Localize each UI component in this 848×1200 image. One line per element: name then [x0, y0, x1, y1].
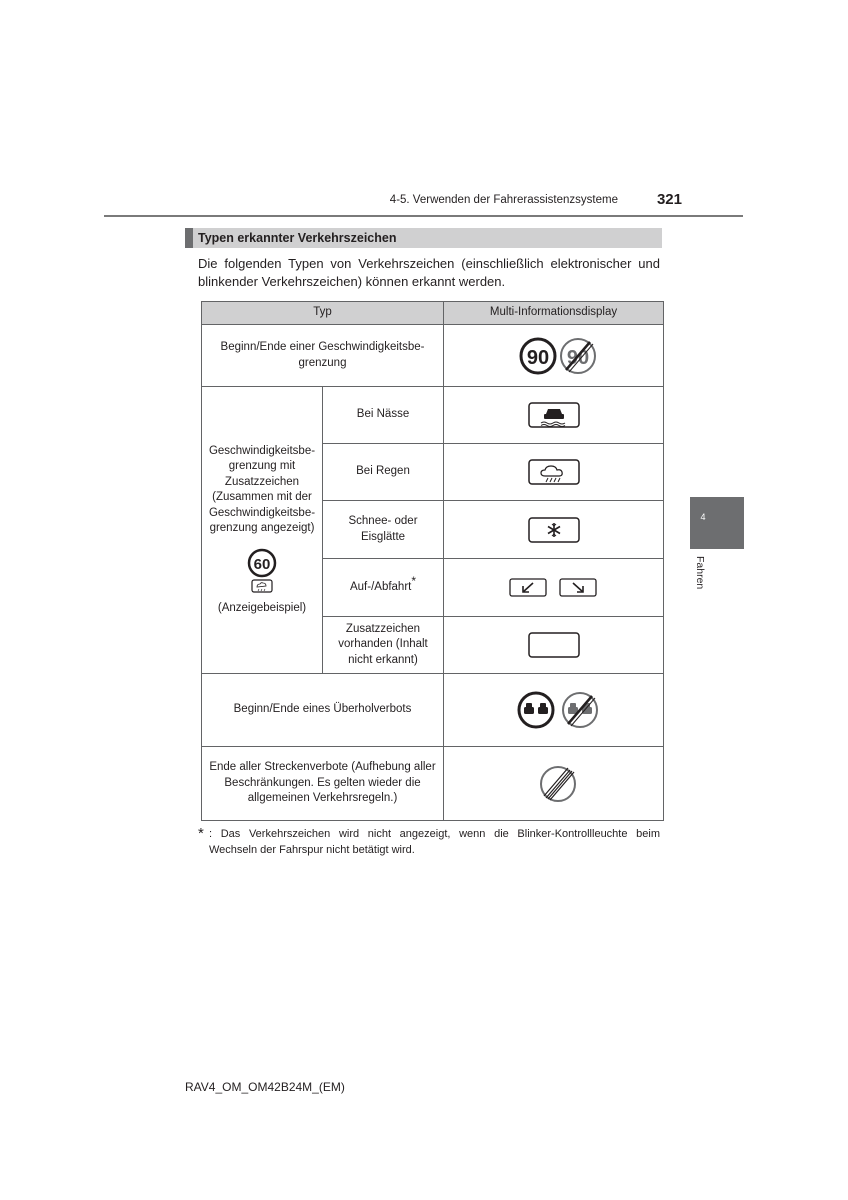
chapter-label: Fahren — [694, 556, 706, 590]
table-row — [202, 387, 664, 444]
sub-label-wet: Bei Nässe — [323, 387, 444, 444]
arrow-down-right-icon — [560, 579, 596, 596]
table-row — [202, 747, 664, 821]
row-label-speed-limit: Beginn/Ende einer Geschwindigkeitsbe-grenzung — [202, 325, 444, 387]
svg-text:90: 90 — [526, 346, 550, 369]
column-header-type: Typ — [202, 302, 444, 325]
exit-arrow-signs — [504, 576, 604, 600]
table-row — [202, 674, 664, 747]
row-label-overtaking: Beginn/Ende eines Überholverbots — [202, 674, 444, 747]
end-no-overtaking-sign-icon — [563, 693, 597, 727]
sub-label-exit — [323, 559, 444, 617]
slippery-car-icon — [524, 400, 584, 430]
table-header-row — [202, 302, 664, 325]
section-heading-bar — [185, 228, 662, 248]
svg-text:90: 90 — [566, 346, 590, 369]
end-all-restrictions-sign-icon — [448, 759, 668, 809]
running-header-title: 4-5. Verwenden der Fahrerassistenzsysteme — [389, 194, 618, 206]
rain-cloud-icon — [524, 457, 584, 487]
section-heading: Typen erkannter Verkehrszeichen — [198, 231, 397, 245]
row-label-end-all-restrictions: Ende aller Streckenverbote (Aufhebung aller Beschränkungen. Es gelten wieder die allgemeinen Verkehrsregeln.) — [202, 747, 444, 821]
column-header-display: Multi-Informationsdisplay — [444, 302, 664, 325]
footnote — [198, 826, 660, 858]
footnote-marker: * — [411, 573, 417, 588]
sub-label-snow: Schnee- oder Eisglätte — [323, 501, 444, 559]
footnote-text: : Das Verkehrszeichen wird nicht angezeigt, wenn die Blinker-Kontrollleuchte beim Wechseln der Fahrspur nicht betätigt wird. — [209, 828, 660, 856]
footnote-marker-symbol: * — [198, 825, 204, 842]
example-caption: (Anzeigebeispiel) — [217, 601, 307, 614]
row-label-additional-signs — [202, 387, 323, 674]
intro-paragraph: Die folgenden Typen von Verkehrszeichen (einschließlich elektronischer und blinkender Verkehrszeichen) können erkannt werden. — [198, 256, 660, 289]
blank-additional-sign-icon — [524, 630, 584, 660]
table-row — [202, 325, 664, 387]
snowflake-icon — [524, 515, 584, 545]
speed-limit-sign-icon — [521, 339, 555, 373]
end-speed-limit-sign-icon — [561, 339, 595, 373]
page-number: 321 — [656, 191, 682, 208]
svg-text:60: 60 — [253, 555, 271, 573]
speed-limit-signs — [444, 325, 664, 387]
chapter-number: 4 — [700, 512, 706, 522]
header-rule — [104, 215, 743, 217]
chapter-tab — [690, 497, 744, 549]
additional-signs-label: Geschwindigkeitsbe-grenzung mit Zusatzzeichen (Zusammen mit der Geschwindigkeitsbe-grenzung angezeigt) — [208, 444, 316, 535]
speed-60-with-rain-example-icon — [240, 547, 284, 595]
overtaking-signs — [448, 685, 668, 735]
exit-label: Auf-/Abfahrt — [349, 580, 412, 593]
traffic-sign-table — [201, 301, 664, 821]
no-overtaking-sign-icon — [519, 693, 553, 727]
sub-label-unknown: Zusatzzeichen vorhanden (Inhalt nicht erkannt) — [323, 617, 444, 674]
sub-label-rain: Bei Regen — [323, 444, 444, 501]
arrow-down-left-icon — [510, 579, 546, 596]
document-code: RAV4_OM_OM42B24M_(EM) — [185, 1080, 345, 1094]
section-heading-marker — [185, 228, 193, 248]
